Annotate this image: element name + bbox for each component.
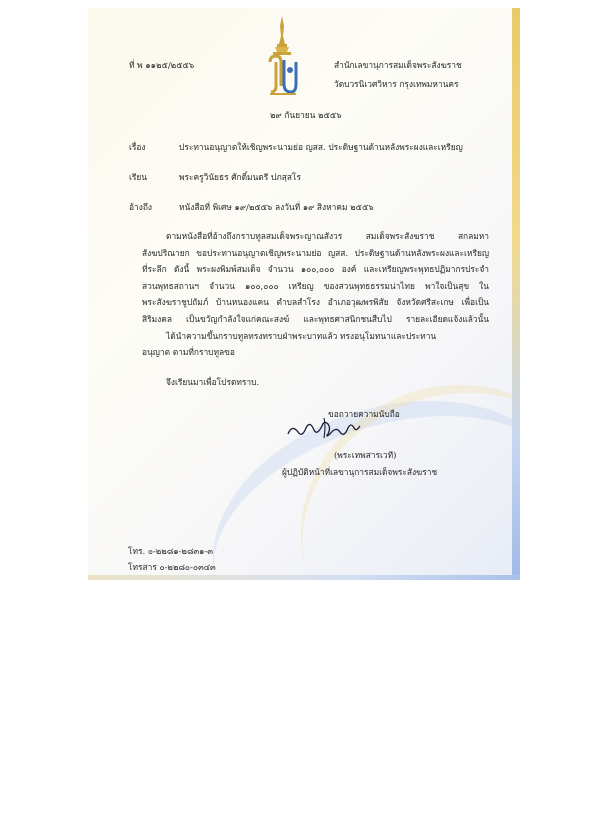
office-name: สำนักเลขานุการสมเด็จพระสังฆราช (334, 60, 462, 70)
body-line: สิริมงคล เป็นขวัญกำลังใจแก่คณะสงฆ์ และพุทธศาสนิกชนสืบไป รายละเอียดแจ้งแล้วนั้น (142, 314, 489, 324)
handwritten-signature-icon (284, 414, 364, 442)
phone-number: โทร. ๐-๒๒๘๑-๒๘๓๑-๓ (128, 546, 214, 556)
signer-name: (พระเทพสารเวที) (334, 450, 397, 460)
reference-number: ที่ พ ๑๑๒๕/๒๕๕๖ (129, 60, 195, 70)
body-line: สังฆปริณายก ขอประทานอนุญาตเชิญพระนามย่อ ญสส. ประดิษฐานด้านหลังพระผงและเหรียญ (142, 248, 489, 258)
body-line: พระสังฆราชูปถัมภ์ บ้านหนองแคน ตำบลสำโรง อำเภอวุฒพรพิสัย จังหวัดศรีสะเกษ เพื่อเป็น (142, 297, 489, 307)
fax-number: โทรสาร ๐-๒๒๘๐-๐๓๔๓ (128, 562, 216, 572)
recipient-text: พระครูวินัยธร ศักดิ์มนตรี ปภสฺสโร (179, 172, 301, 182)
body-line: สวนพุทธสถานฯ จำนวน ๑๐๐,๐๐๐ เหรียญ ของสวนพุทธธรรมน่าไทย พาใจเป็นสุข ใน (142, 281, 489, 291)
body-line: ที่ระลึก ดังนี้ พระผงพิมพ์สมเด็จ จำนวน ๑๐๐,๐๐๐ องค์ และเหรียญพระพุทธปฏิมากรประจำ (142, 264, 489, 274)
subject-label: เรื่อง (129, 142, 146, 152)
royal-seal-logo-icon (264, 14, 300, 100)
body-line: ได้นำความขึ้นกราบทูลทรงทราบฝ่าพระบาทแล้ว ทรงอนุโมทนาและประทาน (166, 331, 437, 341)
body-line: อนุญาต ตามที่กราบทูลขอ (142, 347, 235, 357)
subject-text: ประทานอนุญาตให้เชิญพระนามย่อ ญสส. ประดิษฐานด้านหลังพระผงและเหรียญ (179, 142, 463, 152)
reference-label: อ้างถึง (129, 202, 152, 212)
recipient-label: เรียน (129, 172, 147, 182)
reference-text: หนังสือที่ พิเศษ ๑๙/๒๕๕๖ ลงวันที่ ๑๙ สิงหาคม ๒๕๕๖ (179, 202, 374, 212)
closing-line: จึงเรียนมาเพื่อโปรดทราบ. (166, 377, 260, 387)
letter-date: ๒๙ กันยายน ๒๕๕๖ (270, 110, 342, 120)
letter-sheet (88, 8, 520, 580)
valediction: ขอถวายความนับถือ (328, 409, 400, 419)
signer-title: ผู้ปฏิบัติหน้าที่เลขานุการสมเด็จพระสังฆราช (282, 467, 438, 477)
office-address: วัดบวรนิเวศวิหาร กรุงเทพมหานคร (334, 79, 459, 89)
decorative-border-bottom (88, 575, 520, 580)
body-line: ตามหนังสือที่อ้างถึงกราบทูลสมเด็จพระญาณสังวร สมเด็จพระสังฆราช สกลมหา (166, 231, 489, 241)
decorative-border-right (512, 8, 520, 580)
